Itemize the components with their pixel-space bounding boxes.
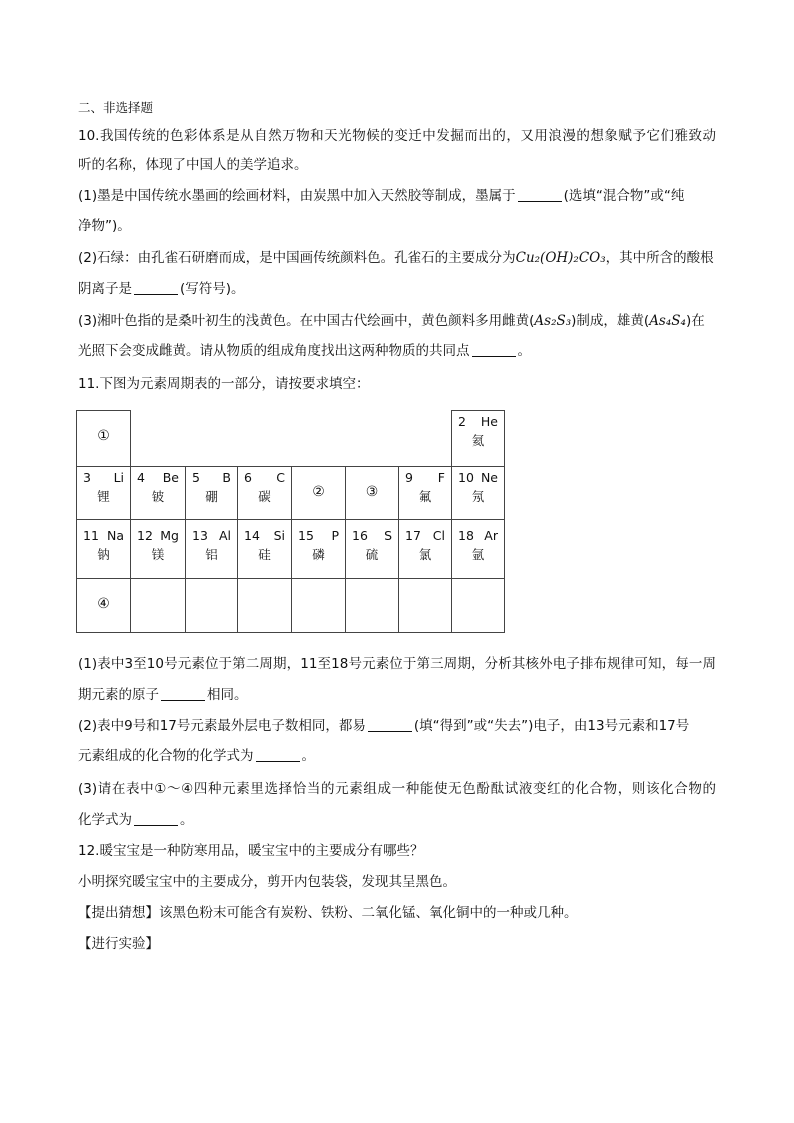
element-symbol: Ne bbox=[480, 470, 498, 485]
element-cell-b bbox=[186, 467, 238, 520]
element-number: 11 bbox=[83, 528, 99, 543]
element-symbol: S bbox=[384, 528, 392, 543]
element-number: 9 bbox=[405, 470, 413, 485]
element-number: 2 bbox=[458, 414, 466, 429]
element-name: 氖 bbox=[471, 489, 485, 504]
element-name: 锂 bbox=[97, 489, 110, 504]
element-cell-2 bbox=[292, 467, 346, 520]
q11-part3: (3)请在表中①～④四种元素里选择恰当的元素组成一种能使无色酚酞试液变红的化合物，则该化合物的 bbox=[78, 781, 716, 797]
q11-stem: 11.下图为元素周期表的一部分，请按要求填空： bbox=[78, 376, 370, 392]
empty-cell bbox=[399, 579, 452, 633]
answer-blank[interactable] bbox=[134, 811, 178, 826]
empty-cell bbox=[186, 579, 238, 633]
q10-part2-text-c: 阴离子是 bbox=[78, 281, 132, 297]
q10-part1-text-b: (选填“混合物”或“纯 bbox=[563, 188, 685, 204]
element-name: 硅 bbox=[258, 547, 271, 562]
element-number: 13 bbox=[192, 528, 208, 543]
malachite-formula: Cu₂(OH)₂CO₃ bbox=[515, 250, 606, 266]
q11-part1-text-b: 期元素的原子 bbox=[78, 687, 159, 703]
element-number: 15 bbox=[298, 528, 314, 543]
element-number: 18 bbox=[458, 528, 474, 543]
q10-part3 bbox=[78, 311, 705, 331]
empty-span bbox=[131, 411, 452, 467]
q11-part2-text-c: 元素组成的化合物的化学式为 bbox=[78, 748, 254, 764]
element-name: 硼 bbox=[205, 489, 218, 504]
element-cell-ar bbox=[452, 520, 505, 579]
periodic-table bbox=[76, 410, 505, 633]
section-title: 二、非选择题 bbox=[78, 100, 154, 115]
q10-part2-text-a: (2)石绿：由孔雀石研磨而成，是中国画传统颜料色。孔雀石的主要成分为 bbox=[78, 250, 516, 266]
element-cell-1 bbox=[77, 411, 131, 467]
element-cell-li bbox=[77, 467, 131, 520]
element-number: 10 bbox=[458, 470, 474, 485]
element-cell-ne bbox=[452, 467, 505, 520]
empty-cell bbox=[292, 579, 346, 633]
element-name: 钠 bbox=[97, 547, 110, 562]
element-name: 磷 bbox=[312, 547, 325, 562]
q11-part2-cont bbox=[78, 746, 315, 766]
q10-stem-line1: 10.我国传统的色彩体系是从自然万物和天光物候的变迁中发掘而出的，又用浪漫的想象赋予它们雅致动 bbox=[78, 128, 716, 144]
element-cell-si bbox=[238, 520, 292, 579]
element-number: 12 bbox=[137, 528, 153, 543]
q10-part3-text-b: )制成，雄黄( bbox=[571, 313, 650, 329]
orpiment-formula: As₂S₃ bbox=[534, 313, 572, 329]
q11-part2-text-d: 。 bbox=[301, 748, 315, 764]
q11-part2-text-a: (2)表中9号和17号元素最外层电子数相同，都易 bbox=[78, 718, 366, 734]
element-symbol: Cl bbox=[432, 528, 445, 543]
element-name: 镁 bbox=[151, 547, 165, 562]
q10-part3-text-e: 。 bbox=[517, 343, 531, 359]
q10-part3-cont bbox=[78, 341, 531, 361]
element-cell-f bbox=[399, 467, 452, 520]
element-number: 14 bbox=[244, 528, 260, 543]
q10-part1-text-a: (1)墨是中国传统水墨画的绘画材料，由炭黑中加入天然胶等制成，墨属于 bbox=[78, 188, 516, 204]
q12-stem-line2: 小明探究暖宝宝中的主要成分，剪开内包装袋，发现其呈黑色。 bbox=[78, 874, 456, 890]
element-symbol: P bbox=[331, 528, 339, 543]
element-symbol: Ar bbox=[484, 528, 498, 543]
element-cell-mg bbox=[131, 520, 186, 579]
q12-hypothesis: 【提出猜想】该黑色粉末可能含有炭粉、铁粉、二氧化锰、氧化铜中的一种或几种。 bbox=[78, 905, 578, 921]
q11-part3-text-b: 化学式为 bbox=[78, 812, 132, 828]
element-name: 氟 bbox=[418, 489, 432, 504]
q10-part2-cont bbox=[78, 279, 245, 299]
element-marker-3: ③ bbox=[365, 484, 379, 500]
element-symbol: B bbox=[222, 470, 231, 485]
q11-part3-text-c: 。 bbox=[180, 812, 194, 828]
answer-blank[interactable] bbox=[134, 280, 178, 295]
element-number: 16 bbox=[352, 528, 368, 543]
element-symbol: Si bbox=[273, 528, 285, 543]
answer-blank[interactable] bbox=[518, 187, 562, 202]
empty-cell bbox=[346, 579, 399, 633]
element-marker-1: ① bbox=[97, 428, 110, 444]
element-cell-3 bbox=[346, 467, 399, 520]
element-marker-2: ② bbox=[312, 484, 325, 500]
element-cell-c bbox=[238, 467, 292, 520]
q10-part2-text-d: (写符号)。 bbox=[180, 281, 245, 297]
element-cell-s bbox=[346, 520, 399, 579]
answer-blank[interactable] bbox=[256, 747, 300, 762]
answer-blank[interactable] bbox=[368, 717, 412, 732]
element-number: 3 bbox=[83, 470, 91, 485]
q11-part3-cont bbox=[78, 810, 194, 830]
element-name: 铍 bbox=[151, 489, 165, 504]
q11-part1-cont bbox=[78, 685, 248, 705]
element-symbol: Al bbox=[218, 528, 231, 543]
element-symbol: F bbox=[437, 470, 445, 485]
element-marker-4: ④ bbox=[97, 596, 110, 612]
q11-part2 bbox=[78, 716, 689, 736]
answer-blank[interactable] bbox=[472, 342, 516, 357]
q11-part1-text-c: 相同。 bbox=[207, 687, 248, 703]
q10-part1 bbox=[78, 186, 684, 206]
q10-part3-text-a: (3)湘叶色指的是桑叶初生的浅黄色。在中国古代绘画中，黄色颜料多用雌黄( bbox=[78, 313, 535, 329]
element-cell-al bbox=[186, 520, 238, 579]
element-cell-cl bbox=[399, 520, 452, 579]
q11-part2-text-b: (填“得到”或“失去”)电子，由13号元素和17号 bbox=[413, 718, 690, 734]
q10-part3-text-d: 光照下会变成雌黄。请从物质的组成角度找出这两种物质的共同点 bbox=[78, 343, 470, 359]
element-cell-he bbox=[452, 411, 505, 467]
q10-stem-line2: 听的名称，体现了中国人的美学追求。 bbox=[78, 157, 308, 173]
element-symbol: Li bbox=[113, 470, 124, 485]
q10-part2-text-b: ，其中所含的酸根 bbox=[605, 250, 714, 266]
empty-cell bbox=[131, 579, 186, 633]
element-number: 5 bbox=[192, 470, 200, 485]
element-name: 铝 bbox=[205, 547, 218, 562]
element-cell-na bbox=[77, 520, 131, 579]
element-symbol: Na bbox=[106, 528, 124, 543]
element-number: 17 bbox=[405, 528, 421, 543]
element-symbol: C bbox=[276, 470, 285, 485]
element-cell-4 bbox=[77, 579, 131, 633]
q12-experiment-heading: 【进行实验】 bbox=[78, 936, 159, 952]
realgar-formula: As₄S₄ bbox=[649, 313, 686, 329]
element-name: 氩 bbox=[471, 547, 485, 562]
element-symbol: Be bbox=[162, 470, 179, 485]
element-cell-p bbox=[292, 520, 346, 579]
element-name: 碳 bbox=[258, 489, 271, 504]
element-name: 氦 bbox=[471, 433, 485, 448]
q10-part2 bbox=[78, 248, 714, 268]
answer-blank[interactable] bbox=[161, 686, 205, 701]
element-symbol: He bbox=[480, 414, 498, 429]
element-name: 氯 bbox=[418, 547, 432, 562]
empty-cell bbox=[452, 579, 505, 633]
q11-part1: (1)表中3至10号元素位于第二周期，11至18号元素位于第三周期，分析其核外电子排布规律可知，每一周 bbox=[78, 656, 716, 672]
element-number: 6 bbox=[244, 470, 252, 485]
element-name: 硫 bbox=[365, 547, 379, 562]
element-symbol: Mg bbox=[160, 528, 179, 543]
q10-part1-cont: 净物”)。 bbox=[78, 218, 131, 234]
element-cell-be bbox=[131, 467, 186, 520]
q10-part3-text-c: )在 bbox=[685, 313, 705, 329]
element-number: 4 bbox=[137, 470, 145, 485]
empty-cell bbox=[238, 579, 292, 633]
q12-stem-line1: 12.暖宝宝是一种防寒用品，暖宝宝中的主要成分有哪些？ bbox=[78, 843, 424, 859]
